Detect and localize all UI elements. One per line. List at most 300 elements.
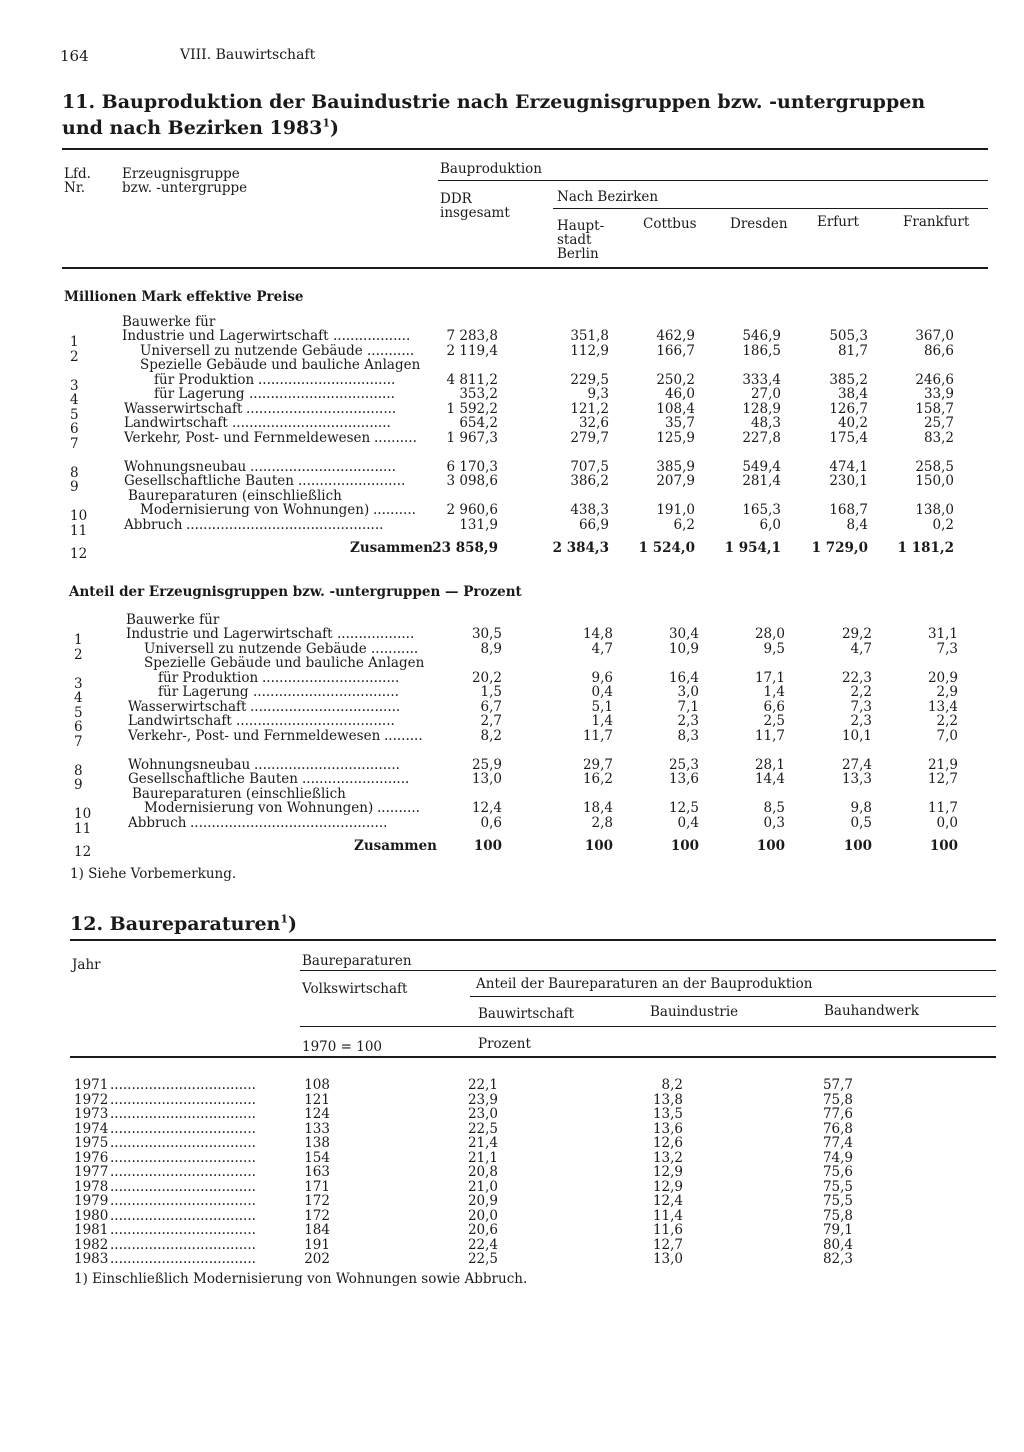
table-cell: 121 — [304, 1091, 330, 1108]
table-cell: 27,4 — [841, 757, 872, 773]
table-cell: 100 — [843, 838, 872, 854]
table-cell: 333,4 — [742, 372, 781, 388]
table-cell: 172 — [304, 1193, 330, 1209]
table-cell: 474,1 — [829, 459, 868, 475]
table-cell: 191 — [304, 1236, 330, 1253]
table-cell: 80,4 — [822, 1236, 853, 1253]
table-cell: 171 — [304, 1178, 330, 1195]
col-bauindustrie: Bauindustrie — [650, 1004, 739, 1020]
year-label: 1976 — [74, 1149, 109, 1166]
table-cell: 31,1 — [927, 626, 958, 642]
table-cell: 22,5 — [467, 1251, 498, 1267]
baureparaturen-rule — [300, 970, 996, 971]
table-cell: 7,0 — [936, 728, 958, 744]
table-cell: 46,0 — [664, 386, 695, 402]
table-cell: 8,2 — [661, 1077, 683, 1093]
table-cell: 1,5 — [480, 684, 502, 700]
row-label-zusammen: Zusammen — [354, 838, 437, 854]
table-cell: 20,9 — [927, 670, 958, 686]
row-label: für Lagerung — [154, 386, 245, 402]
table-cell: 30,4 — [668, 626, 699, 642]
table-cell: 12,9 — [652, 1164, 683, 1180]
row-label: Baureparaturen (einschließlich — [132, 786, 346, 802]
table-cell: 8,5 — [763, 800, 785, 816]
leader-dots: .......... — [377, 801, 420, 816]
leader-dots: .................. — [333, 329, 411, 344]
table-cell: 13,2 — [652, 1149, 683, 1166]
leader-dots: .................................. — [110, 1194, 256, 1209]
col-group-2: bzw. -untergruppe — [122, 180, 248, 196]
table-cell: 133 — [304, 1120, 330, 1137]
row-label: für Lagerung — [158, 684, 249, 700]
table-cell: 3,0 — [677, 684, 699, 700]
table-cell: 29,2 — [841, 626, 872, 642]
col-nr: Nr. — [64, 180, 86, 196]
table-cell: 121,2 — [570, 401, 609, 417]
chapter-title: VIII. Bauwirtschaft — [180, 47, 316, 63]
row-number: 7 — [70, 436, 79, 452]
table-cell: 124 — [304, 1106, 330, 1122]
row-number: 10 — [74, 806, 92, 822]
row-label: Modernisierung von Wohnungen) — [144, 800, 374, 816]
col-erfurt: Erfurt — [817, 214, 859, 230]
anteil-rule — [470, 996, 996, 997]
table-cell: 258,5 — [915, 459, 954, 475]
table-cell: 14,4 — [754, 771, 785, 787]
row-label: Spezielle Gebäude und bauliche Anlagen — [140, 357, 421, 373]
table-cell: 12,7 — [927, 771, 958, 787]
row-number: 7 — [74, 734, 83, 750]
table-cell: 12,7 — [652, 1236, 683, 1253]
col-bauwirtschaft: Bauwirtschaft — [478, 1006, 575, 1022]
table-cell: 2,3 — [850, 713, 872, 729]
table-cell: 6,6 — [763, 699, 785, 715]
table-cell: 13,8 — [652, 1091, 683, 1108]
table-cell: 32,6 — [578, 415, 609, 431]
table-cell: 0,0 — [936, 815, 958, 831]
table-cell: 2,2 — [850, 684, 872, 700]
table-cell: 21,1 — [467, 1149, 498, 1166]
col-bauhandwerk: Bauhandwerk — [824, 1003, 919, 1019]
col-baureparaturen: Baureparaturen — [302, 953, 412, 969]
table-cell: 12,6 — [652, 1135, 683, 1151]
unit-rule — [300, 1026, 996, 1027]
table-cell: 1 967,3 — [446, 430, 498, 446]
year-label: 1981 — [74, 1222, 109, 1238]
leader-dots: ......... — [384, 729, 423, 744]
col-berlin-3: Berlin — [557, 246, 599, 262]
table-cell: 281,4 — [742, 473, 781, 489]
table-cell: 100 — [929, 838, 958, 854]
col-berlin-1: Haupt- — [557, 218, 605, 234]
table-cell: 21,0 — [467, 1178, 498, 1195]
table12-head-rule — [70, 1056, 996, 1058]
table-cell: 5,1 — [591, 699, 613, 715]
year-label: 1983 — [74, 1251, 109, 1267]
table-cell: 1 181,2 — [897, 540, 954, 556]
row-label: Abbruch — [124, 517, 183, 533]
table-cell: 16,2 — [582, 771, 613, 787]
table-cell: 8,2 — [480, 728, 502, 744]
unit-index: 1970 = 100 — [302, 1039, 383, 1055]
table-cell: 229,5 — [570, 372, 609, 388]
col-nach-bezirken: Nach Bezirken — [557, 189, 659, 205]
table-cell: 227,8 — [742, 430, 781, 446]
table-cell: 2 384,3 — [552, 540, 609, 556]
table-cell: 13,6 — [652, 1120, 683, 1137]
leader-dots: .................................. — [110, 1092, 256, 1107]
col-dresden: Dresden — [730, 216, 788, 232]
table-cell: 28,1 — [754, 757, 785, 773]
year-label: 1979 — [74, 1193, 109, 1209]
col-volkswirtschaft: Volkswirtschaft — [302, 981, 408, 997]
row-number: 2 — [74, 647, 83, 663]
row-number: 1 — [70, 334, 79, 350]
table-cell: 7 283,8 — [446, 328, 498, 344]
table-cell: 35,7 — [664, 415, 695, 431]
table-cell: 1 954,1 — [724, 540, 781, 556]
table-cell: 25,7 — [923, 415, 954, 431]
table-cell: 4,7 — [850, 641, 872, 657]
leader-dots: .................................. — [253, 685, 399, 700]
leader-dots: .................................. — [110, 1136, 256, 1151]
table-cell: 230,1 — [829, 473, 868, 489]
table-cell: 175,4 — [829, 430, 868, 446]
col-ddr-2: insgesamt — [440, 205, 510, 221]
table11-head-rule — [62, 267, 988, 269]
table-cell: 549,4 — [742, 459, 781, 475]
row-label: Baureparaturen (einschließlich — [128, 488, 342, 504]
table-cell: 202 — [304, 1251, 330, 1267]
leader-dots: .......... — [373, 503, 416, 518]
table12-title-close: ) — [288, 913, 298, 935]
year-label: 1971 — [74, 1077, 109, 1093]
year-label: 1980 — [74, 1207, 109, 1224]
table-cell: 13,5 — [652, 1106, 683, 1122]
table-cell: 385,2 — [829, 372, 868, 388]
page-number: 164 — [60, 47, 89, 65]
leader-dots: .................................. — [110, 1165, 256, 1180]
leader-dots: ........... — [371, 642, 419, 657]
table-cell: 57,7 — [822, 1077, 853, 1093]
bezirke-rule — [553, 208, 988, 209]
row-number: 8 — [70, 465, 79, 481]
table-cell: 158,7 — [915, 401, 954, 417]
row-label: Industrie und Lagerwirtschaft — [126, 626, 333, 642]
table-cell: 8,3 — [677, 728, 699, 744]
col-berlin-2: stadt — [557, 232, 592, 248]
section-mio-mark: Millionen Mark effektive Preise — [64, 289, 304, 305]
table-cell: 4 811,2 — [446, 372, 498, 388]
row-number: 6 — [74, 719, 83, 735]
table-cell: 4,7 — [591, 641, 613, 657]
table-cell: 28,0 — [754, 626, 785, 642]
table-cell: 22,1 — [467, 1077, 498, 1093]
table-cell: 126,7 — [829, 401, 868, 417]
table-cell: 20,8 — [467, 1164, 498, 1180]
table-cell: 131,9 — [459, 517, 498, 533]
table-cell: 13,4 — [927, 699, 958, 715]
table-cell: 12,4 — [471, 800, 502, 816]
table-cell: 108,4 — [656, 401, 695, 417]
table-cell: 75,8 — [822, 1091, 853, 1108]
table-cell: 128,9 — [742, 401, 781, 417]
year-label: 1977 — [74, 1164, 109, 1180]
table-cell: 23,9 — [467, 1091, 498, 1108]
table-cell: 29,7 — [582, 757, 613, 773]
table-cell: 8,4 — [846, 517, 868, 533]
table-cell: 1 524,0 — [638, 540, 695, 556]
table-cell: 1,4 — [591, 713, 613, 729]
table-cell: 184 — [304, 1222, 330, 1238]
leader-dots: ................................ — [258, 373, 396, 388]
table-cell: 75,8 — [822, 1207, 853, 1224]
leader-dots: .................................. — [110, 1078, 256, 1093]
table-cell: 100 — [473, 838, 502, 854]
table-cell: 27,0 — [750, 386, 781, 402]
leader-dots: .................................. — [110, 1150, 256, 1165]
year-label: 1975 — [74, 1135, 109, 1151]
section-prozent: Anteil der Erzeugnisgruppen bzw. -untergruppen — Prozent — [69, 584, 522, 600]
table-cell: 20,0 — [467, 1207, 498, 1224]
row-label: Gesellschaftliche Bauten — [124, 473, 294, 489]
row-number: 4 — [74, 690, 83, 706]
row-label: Verkehr, Post- und Fernmeldewesen — [124, 430, 371, 446]
col-group-1: Erzeugnisgruppe — [122, 166, 240, 182]
table12-footnote-mark: 1) — [74, 1271, 88, 1287]
table11-title-close: ) — [330, 117, 340, 139]
leader-dots: ................................... — [250, 700, 401, 715]
table-cell: 13,6 — [668, 771, 699, 787]
table-cell: 21,4 — [467, 1135, 498, 1151]
table12-title — [70, 911, 297, 937]
year-label: 1978 — [74, 1178, 109, 1195]
row-label: Wohnungsneubau — [128, 757, 251, 773]
table-cell: 13,0 — [471, 771, 502, 787]
table11-footnote-text: Siehe Vorbemerkung. — [88, 866, 237, 882]
col-cottbus: Cottbus — [643, 216, 697, 232]
leader-dots: .................................. — [110, 1107, 256, 1122]
unit-prozent: Prozent — [478, 1036, 531, 1052]
table-cell: 13,0 — [652, 1251, 683, 1267]
table-cell: 38,4 — [837, 386, 868, 402]
table-cell: 2,8 — [591, 815, 613, 831]
row-label-zusammen: Zusammen — [350, 540, 433, 556]
table-cell: 22,4 — [467, 1236, 498, 1253]
table11-title-line2 — [62, 115, 339, 141]
table-cell: 6 170,3 — [446, 459, 498, 475]
table-cell: 9,3 — [587, 386, 609, 402]
table-cell: 707,5 — [570, 459, 609, 475]
table-cell: 108 — [304, 1077, 330, 1093]
table-cell: 75,5 — [822, 1178, 853, 1195]
row-label: Verkehr-, Post- und Fernmeldewesen — [128, 728, 381, 744]
table-cell: 1 592,2 — [446, 401, 498, 417]
table-cell: 22,5 — [467, 1120, 498, 1137]
row-number: 9 — [74, 777, 83, 793]
row-label: Universell zu nutzende Gebäude — [140, 343, 363, 359]
table-cell: 33,9 — [923, 386, 954, 402]
table-cell: 2,7 — [480, 713, 502, 729]
row-number: 8 — [74, 763, 83, 779]
table-cell: 74,9 — [822, 1149, 853, 1166]
table-cell: 6,7 — [480, 699, 502, 715]
table-cell: 11,6 — [652, 1222, 683, 1238]
table11-title-sup: 1 — [322, 116, 331, 130]
table-cell: 462,9 — [656, 328, 695, 344]
table-cell: 100 — [670, 838, 699, 854]
table-cell: 30,5 — [471, 626, 502, 642]
table-cell: 3 098,6 — [446, 473, 498, 489]
table-cell: 48,3 — [750, 415, 781, 431]
leader-dots: .............................................. — [190, 816, 388, 831]
table-cell: 172 — [304, 1207, 330, 1224]
table-cell: 12,5 — [668, 800, 699, 816]
table-cell: 112,9 — [570, 343, 609, 359]
table-cell: 9,5 — [763, 641, 785, 657]
table-cell: 12,9 — [652, 1178, 683, 1195]
leader-dots: .................................. — [110, 1121, 256, 1136]
leader-dots: .................................. — [110, 1252, 256, 1267]
row-number: 2 — [70, 349, 79, 365]
table-cell: 20,6 — [467, 1222, 498, 1238]
table-cell: 6,0 — [759, 517, 781, 533]
table11-top-rule — [62, 148, 988, 150]
leader-dots: .................................. — [110, 1179, 256, 1194]
row-label: Abbruch — [128, 815, 187, 831]
row-label: Bauwerke für — [122, 314, 216, 330]
table-cell: 6,2 — [673, 517, 695, 533]
table-cell: 7,3 — [850, 699, 872, 715]
table-cell: 76,8 — [822, 1120, 853, 1137]
row-label: Wasserwirtschaft — [128, 699, 247, 715]
table-cell: 40,2 — [837, 415, 868, 431]
row-number: 11 — [70, 523, 88, 539]
table-cell: 11,4 — [652, 1207, 683, 1224]
table-cell: 86,6 — [923, 343, 954, 359]
leader-dots: .................................. — [249, 387, 395, 402]
row-label: für Produktion — [154, 372, 255, 388]
row-number: 3 — [74, 676, 83, 692]
table-cell: 18,4 — [582, 800, 613, 816]
year-label: 1972 — [74, 1091, 109, 1108]
table-cell: 386,2 — [570, 473, 609, 489]
table-cell: 100 — [756, 838, 785, 854]
col-anteil: Anteil der Baureparaturen an der Bauproduktion — [476, 976, 813, 992]
table-cell: 13,3 — [841, 771, 872, 787]
row-number: 5 — [74, 705, 83, 721]
table-cell: 14,8 — [582, 626, 613, 642]
leader-dots: .................. — [337, 627, 415, 642]
table-cell: 166,7 — [656, 343, 695, 359]
leader-dots: ................................... — [246, 402, 397, 417]
table-cell: 2 119,4 — [446, 343, 498, 359]
table-cell: 17,1 — [754, 670, 785, 686]
table-cell: 77,6 — [822, 1106, 853, 1122]
year-label: 1973 — [74, 1106, 109, 1122]
table-cell: 353,2 — [459, 386, 498, 402]
table-cell: 100 — [584, 838, 613, 854]
leader-dots: .................................. — [250, 460, 396, 475]
table11-title-text: und nach Bezirken 1983 — [62, 117, 323, 139]
table11-footnote — [70, 867, 236, 882]
leader-dots: .............................................. — [186, 518, 384, 533]
col-bauproduktion: Bauproduktion — [440, 161, 542, 177]
table11-title-line1: 11. Bauproduktion der Bauindustrie nach Erzeugnisgruppen bzw. -untergruppen — [62, 91, 926, 113]
table-cell: 186,5 — [742, 343, 781, 359]
table-cell: 77,4 — [822, 1135, 853, 1151]
table-cell: 21,9 — [927, 757, 958, 773]
table-cell: 22,3 — [841, 670, 872, 686]
table-cell: 75,5 — [822, 1193, 853, 1209]
table-cell: 1,4 — [763, 684, 785, 700]
table-cell: 138 — [304, 1135, 330, 1151]
table-cell: 82,3 — [822, 1251, 853, 1267]
row-label: Wohnungsneubau — [124, 459, 247, 475]
table-cell: 20,2 — [471, 670, 502, 686]
table-cell: 505,3 — [829, 328, 868, 344]
leader-dots: ..................................... — [236, 714, 395, 729]
table-cell: 246,6 — [915, 372, 954, 388]
col-ddr-1: DDR — [440, 191, 472, 207]
leader-dots: .......... — [374, 431, 417, 446]
row-number: 3 — [70, 378, 79, 394]
row-label: Wasserwirtschaft — [124, 401, 243, 417]
table-cell: 66,9 — [578, 517, 609, 533]
table-cell: 16,4 — [668, 670, 699, 686]
table-cell: 0,4 — [591, 684, 613, 700]
row-label: für Produktion — [158, 670, 259, 686]
table-cell: 7,1 — [677, 699, 699, 715]
table-cell: 0,4 — [677, 815, 699, 831]
row-label: Bauwerke für — [126, 612, 220, 628]
year-label: 1982 — [74, 1236, 109, 1253]
table-cell: 81,7 — [837, 343, 868, 359]
table-cell: 191,0 — [656, 502, 695, 518]
row-number: 12 — [74, 844, 92, 860]
row-number: 5 — [70, 407, 79, 423]
leader-dots: ..................................... — [232, 416, 391, 431]
table-cell: 2,5 — [763, 713, 785, 729]
row-label: Universell zu nutzende Gebäude — [144, 641, 367, 657]
table11-footnote-mark: 1) — [70, 866, 84, 882]
table-cell: 0,3 — [763, 815, 785, 831]
table-cell: 163 — [304, 1164, 330, 1180]
row-label: Landwirtschaft — [128, 713, 232, 729]
table-cell: 10,1 — [841, 728, 872, 744]
table-cell: 207,9 — [656, 473, 695, 489]
table12-title-sup: 1 — [280, 912, 289, 926]
table-cell: 367,0 — [915, 328, 954, 344]
row-number: 10 — [70, 508, 88, 524]
table-cell: 79,1 — [822, 1222, 853, 1238]
leader-dots: .................................. — [254, 758, 400, 773]
table-cell: 0,2 — [932, 517, 954, 533]
table-cell: 438,3 — [570, 502, 609, 518]
table-cell: 165,3 — [742, 502, 781, 518]
table-cell: 10,9 — [668, 641, 699, 657]
table-cell: 2 960,6 — [446, 502, 498, 518]
table-cell: 25,3 — [668, 757, 699, 773]
table-cell: 8,9 — [480, 641, 502, 657]
year-label: 1974 — [74, 1120, 109, 1137]
table-cell: 9,6 — [591, 670, 613, 686]
leader-dots: .................................. — [110, 1223, 256, 1238]
table-cell: 654,2 — [459, 415, 498, 431]
bauproduktion-rule — [438, 180, 988, 181]
table-cell: 83,2 — [923, 430, 954, 446]
table-cell: 25,9 — [471, 757, 502, 773]
